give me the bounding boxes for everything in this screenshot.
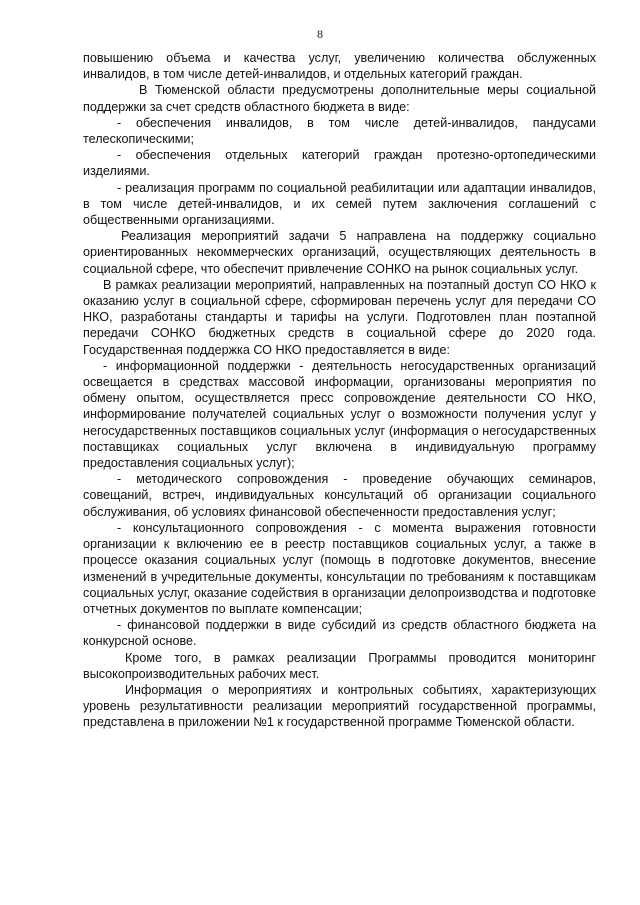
paragraph-continuation: повышению объема и качества услуг, увеличению количества обслуженных инвалидов, в том числе детей-инвалидов, и отдельных категорий граждан.	[83, 51, 596, 82]
list-item-consulting-support: - консультационного сопровождения - с момента выражения готовности организации к включению ее в реестр поставщиков социальных услуг, а также в процессе оказания социальных услуг (помощь в подготовке документов, внесение изменений в учредительные документы, консультации по требованиям к поставщикам социальных услуг, оказание содействия в организации делопроизводства и подготовке отчетных документов по выплате компенсации;	[83, 520, 596, 616]
paragraph-support-measures: В Тюменской области предусмотрены дополнительные меры социальной поддержки за счет средств областного бюджета в виде:	[83, 83, 596, 114]
paragraph-task-5: Реализация мероприятий задачи 5 направлена на поддержку социально ориентированных некоммерческих организаций, осуществляющих деятельность в социальной сфере, что обеспечит привлечение СОНКО на рынок социальных услуг.	[83, 229, 596, 276]
page-number: 8	[317, 27, 323, 41]
list-item-information-support: - информационной поддержки - деятельность негосударственных организаций освещается в средствах массовой информации, организованы мероприятия по обмену опытом, осуществляется пресс сопровождение деятельности СО НКО, информирование получателей социальных услуг о возможности получения услуг у негосударственных поставщиков социальных услуг (информация о негосударственных поставщиках социальных услуг включена в индивидуальную программу предоставления социальных услуг);	[83, 358, 596, 471]
list-item-methodical-support: - методического сопровождения - проведение обучающих семинаров, совещаний, встреч, индивидуальных консультаций об организации социального обслуживания, об условиях финансовой обеспеченности предоставления услуг;	[83, 472, 596, 519]
paragraph-monitoring: Кроме того, в рамках реализации Программы проводится мониторинг высокопроизводительных рабочих мест.	[83, 650, 596, 681]
list-item-financial-support: - финансовой поддержки в виде субсидий из средств областного бюджета на конкурсной основе.	[83, 618, 596, 649]
paragraph-sonko-access: В рамках реализации мероприятий, направленных на поэтапный доступ СО НКО к оказанию услуг в социальной сфере, сформирован перечень услуг для передачи СО НКО, разработаны стандарты и тарифы на услуги. Подготовлен план поэтапной передачи СОНКО бюджетных средств в социальной сфере до 2020 года. Государственная поддержка СО НКО предоставляется в виде:	[83, 277, 596, 357]
document-body	[83, 50, 596, 731]
list-item-prosthetics: - обеспечения отдельных категорий граждан протезно-ортопедическими изделиями.	[83, 148, 596, 179]
list-item-ramps: - обеспечения инвалидов, в том числе детей-инвалидов, пандусами телескопическими;	[83, 115, 596, 147]
list-item-rehabilitation: - реализация программ по социальной реабилитации или адаптации инвалидов, в том числе детей-инвалидов, и их семей путем заключения соглашений с общественными организациями.	[83, 180, 596, 228]
paragraph-appendix-reference: Информация о мероприятиях и контрольных событиях, характеризующих уровень результативности реализации мероприятий государственной программы, представлена в приложении №1 к государственной программе Тюменской области.	[83, 682, 596, 730]
